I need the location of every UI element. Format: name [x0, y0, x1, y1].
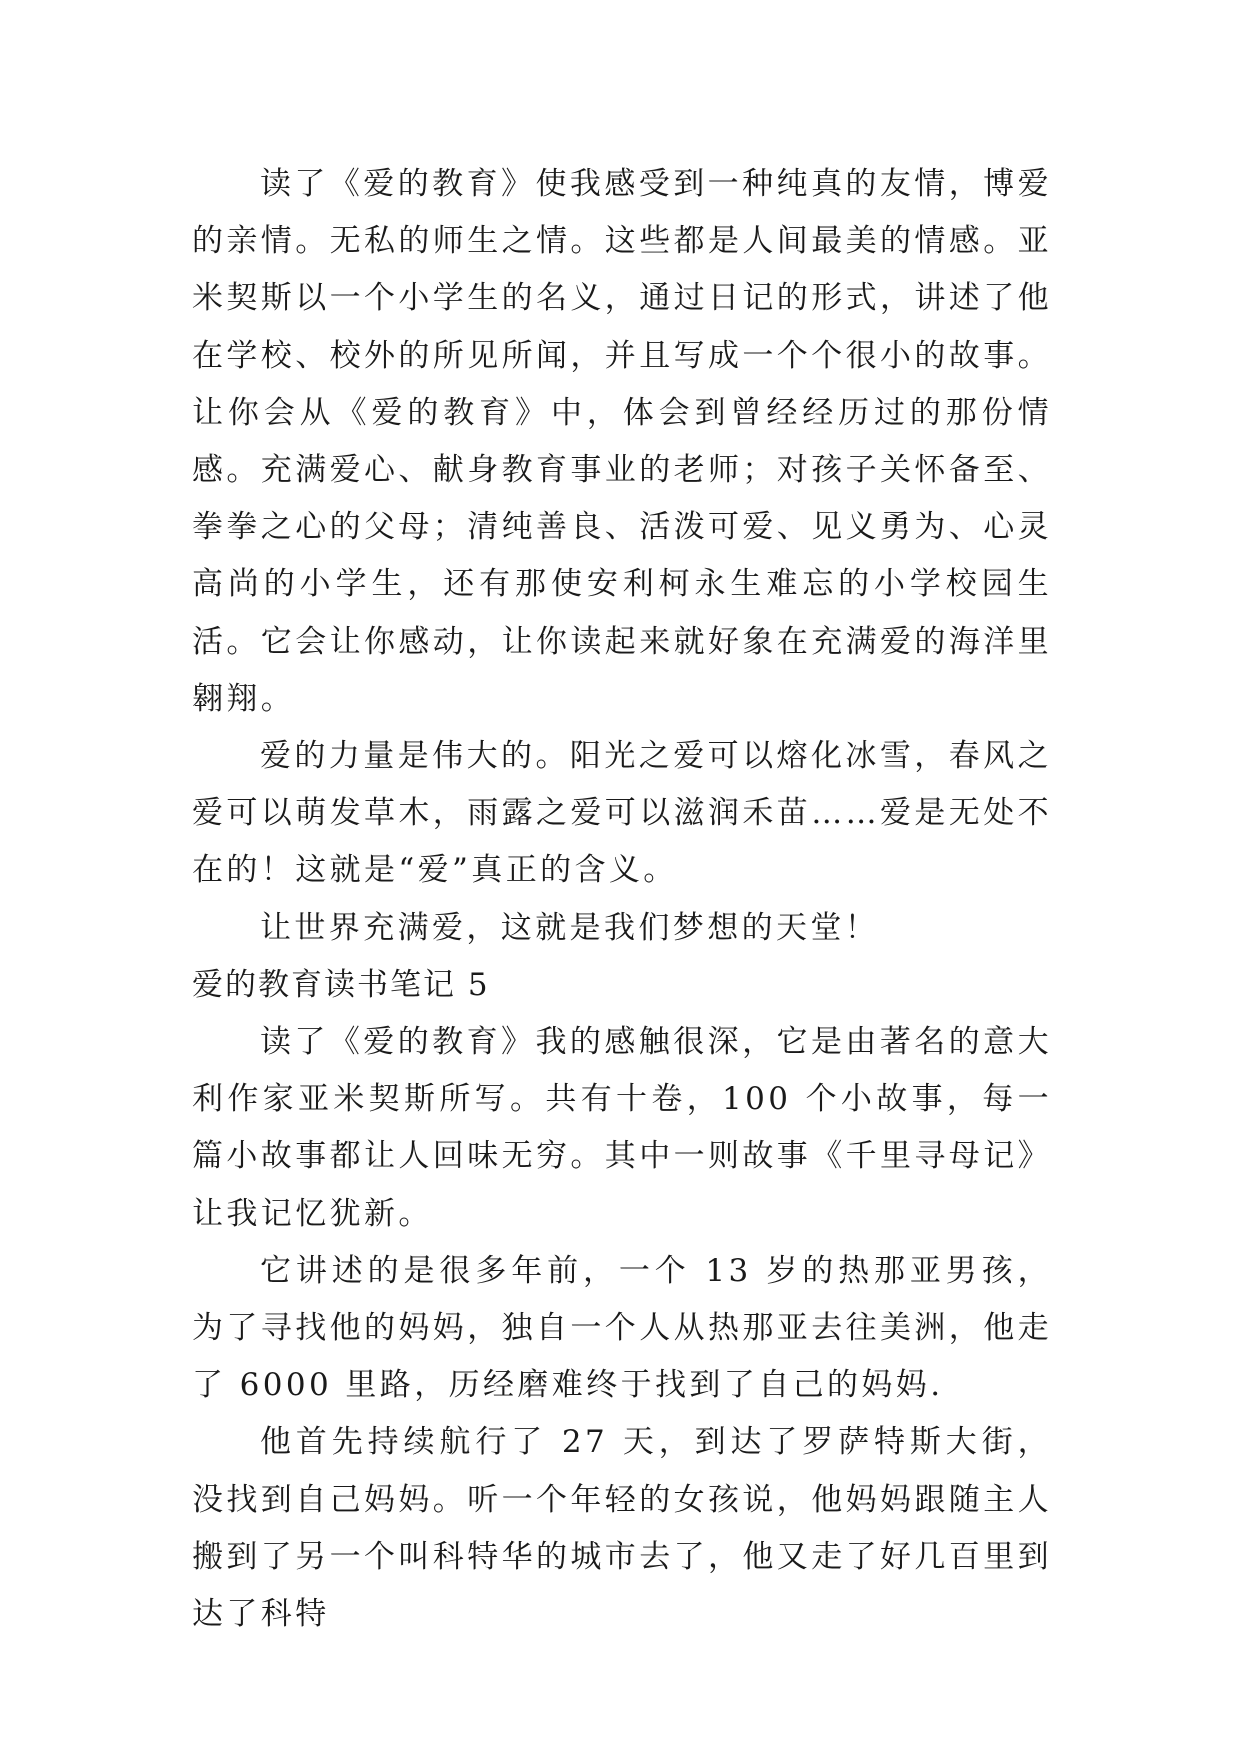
paragraph: 读了《爱的教育》我的感触很深，它是由著名的意大利作家亚米契斯所写。共有十卷，100 个小故事，每一篇小故事都让人回味无穷。其中一则故事《千里寻母记》让我记忆犹新。 — [192, 1024, 1052, 1232]
document-body — [192, 156, 1052, 1643]
paragraph: 它讲述的是很多年前，一个 13 岁的热那亚男孩，为了寻找他的妈妈，独自一个人从热那亚去往美洲，他走了 6000 里路，历经磨难终于找到了自己的妈妈. — [192, 1252, 1052, 1404]
paragraph: 让世界充满爱，这就是我们梦想的天堂！ — [260, 909, 880, 946]
section-heading: 爱的教育读书笔记 5 — [192, 966, 490, 1003]
paragraph: 他首先持续航行了 27 天，到达了罗萨特斯大街，没找到自己妈妈。听一个年轻的女孩说，他妈妈跟随主人搬到了另一个叫科特华的城市去了，他又走了好几百里到达了科特 — [192, 1424, 1052, 1633]
paragraph: 读了《爱的教育》使我感受到一种纯真的友情，博爱的亲情。无私的师生之情。这些都是人间最美的情感。亚米契斯以一个小学生的名义，通过日记的形式，讲述了他在学校、校外的所见所闻，并且写成一个个很小的故事。让你会从《爱的教育》中，体会到曾经经历过的那份情感。充满爱心、献身教育事业的老师；对孩子关怀备至、拳拳之心的父母；清纯善良、活泼可爱、见义勇为、心灵高尚的小学生，还有那使安利柯永生难忘的小学校园生活。它会让你感动，让你读起来就好象在充满爱的海洋里翱翔。 — [192, 166, 1052, 717]
paragraph: 爱的力量是伟大的。阳光之爱可以熔化冰雪，春风之爱可以萌发草木，雨露之爱可以滋润禾苗……爱是无处不在的！这就是“爱”真正的含义。 — [192, 738, 1052, 889]
